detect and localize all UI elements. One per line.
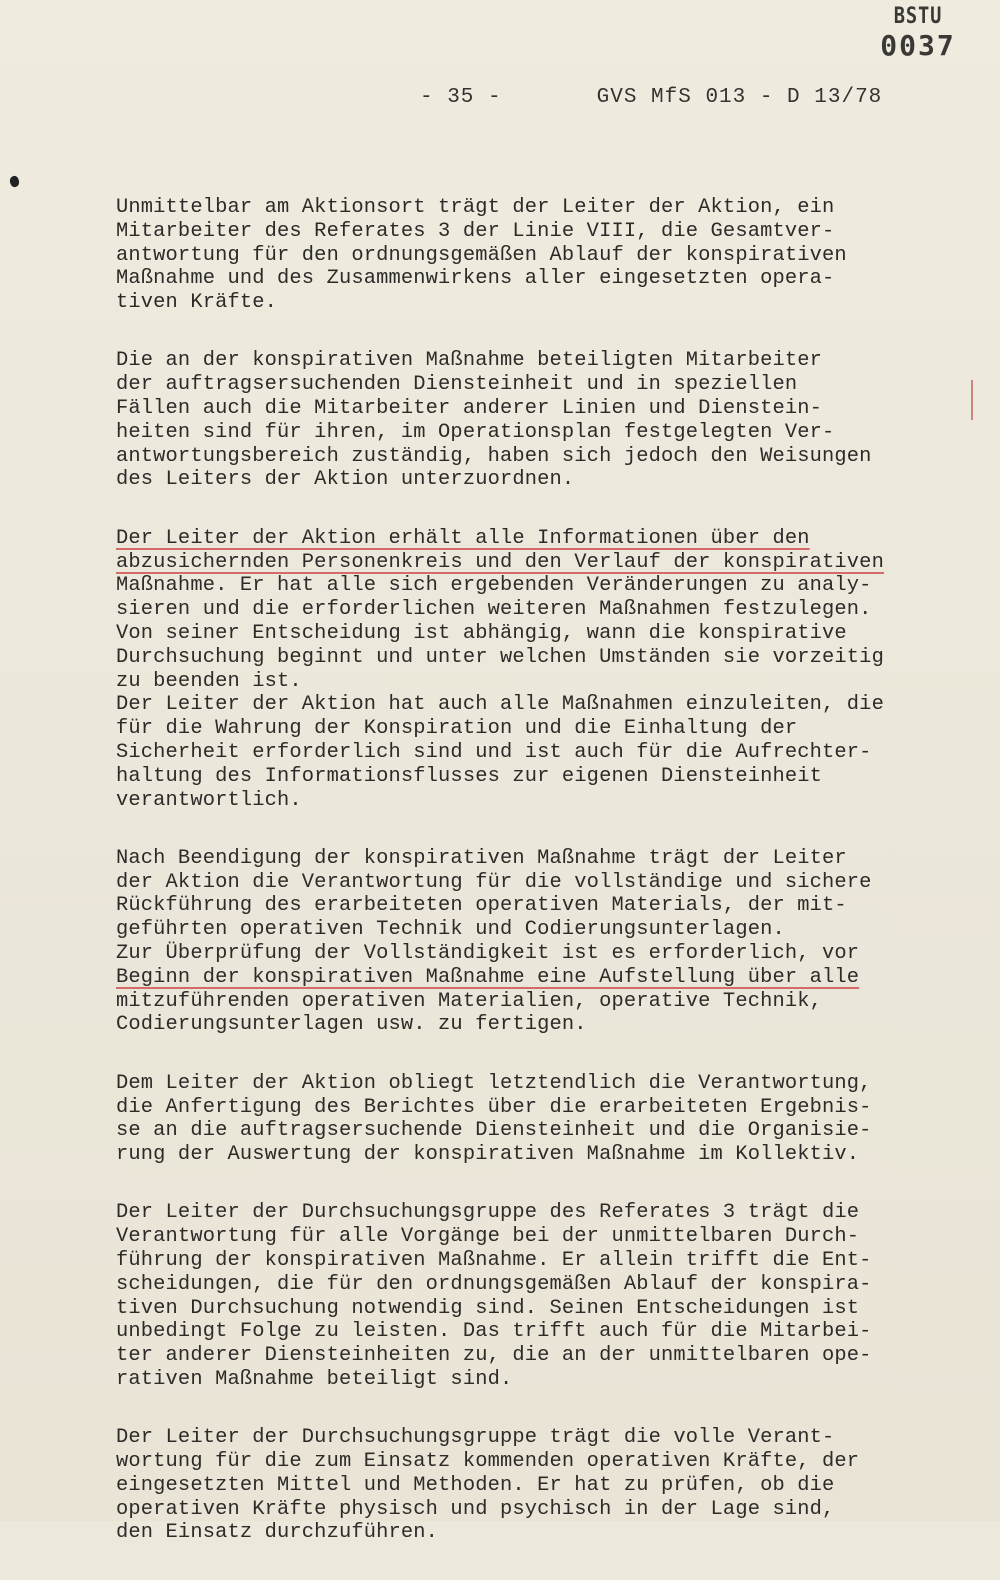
text-line: Verantwortung für alle Vorgänge bei der unmittelbaren Durch- [116, 1225, 860, 1249]
text-line: Durchsuchung beginnt und unter welchen Umständen sie vorzeitig [116, 645, 884, 669]
text-line: der Aktion die Verantwortung für die vollständige und sichere [116, 870, 872, 894]
text-line: se an die auftragsersuchende Diensteinheit und die Organisie- [116, 1119, 872, 1143]
text-line: antwortungsbereich zuständig, haben sich jedoch den Weisungen [116, 444, 872, 468]
text-line: ter anderer Diensteinheiten zu, die an der unmittelbaren ope- [116, 1344, 872, 1368]
text-line: Zur Überprüfung der Vollständigkeit ist es erforderlich, vor [116, 942, 860, 966]
text-line: Maßnahme. Er hat alle sich ergebenden Veränderungen zu analy- [116, 574, 872, 598]
text-line: Der Leiter der Durchsuchungsgruppe des Referates 3 trägt die [116, 1201, 860, 1225]
text-line: eingesetzten Mittel und Methoden. Er hat zu prüfen, ob die [116, 1473, 835, 1497]
text-line: wortung für die zum Einsatz kommenden operativen Kräfte, der [116, 1450, 860, 1474]
stamp-label: BSTU [893, 4, 943, 29]
text-line: operativen Kräfte physisch und psychisch in der Lage sind, [116, 1497, 835, 1521]
page-header [420, 86, 882, 109]
text-line: rung der Auswertung der konspirativen Maßnahme im Kollektiv. [116, 1143, 860, 1167]
text-line: Der Leiter der Durchsuchungsgruppe trägt die volle Verant- [116, 1426, 835, 1450]
stamp-number: 0037 [880, 29, 956, 62]
text-line: unbedingt Folge zu leisten. Das trifft auch für die Mitarbei- [116, 1320, 872, 1344]
text-line: für die Wahrung der Konspiration und die Einhaltung der [116, 717, 798, 741]
text-line: den Einsatz durchzuführen. [116, 1521, 439, 1545]
text-line: die Anfertigung des Berichtes über die erarbeiteten Ergebnis- [116, 1095, 872, 1119]
text-line: heiten sind für ihren, im Operationsplan festgelegten Ver- [116, 420, 835, 444]
paragraph-3 [116, 527, 976, 694]
text-line: Unmittelbar am Aktionsort trägt der Leiter der Aktion, ein [116, 196, 835, 219]
text-line: Der Leiter der Aktion hat auch alle Maßnahmen einzuleiten, die [116, 693, 884, 717]
text-line: Dem Leiter der Aktion obliegt letztendlich die Verantwortung, [116, 1071, 872, 1095]
text-line: tiven Kräfte. [116, 291, 278, 315]
document-reference: GVS MfS 013 - D 13/78 [596, 86, 883, 109]
paragraph-9 [116, 1426, 976, 1545]
text-line: Codierungsunterlagen usw. zu fertigen. [116, 1013, 587, 1037]
text-line: Maßnahme und des Zusammenwirkens aller eingesetzten opera- [116, 267, 835, 291]
text-line: der auftragsersuchenden Diensteinheit und in speziellen [116, 373, 798, 397]
text-line: zu beenden ist. [116, 669, 302, 693]
underlined-text-line: abzusichernden Personenkreis und den Verlauf der konspirativen [116, 550, 884, 574]
paragraph-2 [116, 349, 976, 492]
text-line: scheidungen, die für den ordnungsgemäßen Ablauf der konspira- [116, 1272, 872, 1296]
text-line: Von seiner Entscheidung ist abhängig, wann die konspirative [116, 621, 847, 645]
text-line: tiven Durchsuchung notwendig sind. Seinen Entscheidungen ist [116, 1296, 860, 1320]
text-line: mitzuführenden operativen Materialien, operative Technik, [116, 989, 823, 1013]
text-line: Mitarbeiter des Referates 3 der Linie VIII, die Gesamtver- [116, 219, 835, 243]
text-line: Sicherheit erforderlich sind und ist auch für die Aufrechter- [116, 740, 872, 764]
paragraph-1 [116, 196, 976, 315]
text-line: haltung des Informationsflusses zur eigenen Diensteinheit [116, 764, 823, 788]
paragraph-5 [116, 847, 976, 942]
paragraph-4 [116, 693, 976, 812]
text-line: Fällen auch die Mitarbeiter anderer Linien und Dienstein- [116, 397, 823, 421]
text-line: sieren und die erforderlichen weiteren Maßnahmen festzulegen. [116, 598, 872, 622]
text-line: Nach Beendigung der konspirativen Maßnahme trägt der Leiter [116, 846, 847, 870]
paragraph-8 [116, 1201, 976, 1391]
paragraph-6 [116, 942, 976, 1037]
document-body [116, 196, 976, 1580]
text-line: Rückführung des erarbeiteten operativen Materials, der mit- [116, 894, 847, 918]
text-line: des Leiters der Aktion unterzuordnen. [116, 468, 575, 492]
text-line: geführten operativen Technik und Codierungsunterlagen. [116, 918, 785, 942]
archive-stamp [878, 6, 958, 60]
paragraph-7 [116, 1072, 976, 1167]
underlined-text-line: Beginn der konspirativen Maßnahme eine Aufstellung über alle [116, 965, 860, 989]
underlined-text-line: Der Leiter der Aktion erhält alle Informationen über den [116, 526, 810, 550]
text-line: Die an der konspirativen Maßnahme beteiligten Mitarbeiter [116, 349, 823, 373]
text-line: verantwortlich. [116, 788, 302, 812]
text-line: antwortung für den ordnungsgemäßen Ablauf der konspirativen [116, 243, 847, 267]
ink-dot [8, 175, 20, 188]
text-line: rativen Maßnahme beteiligt sind. [116, 1367, 513, 1391]
text-line: führung der konspirativen Maßnahme. Er allein trifft die Ent- [116, 1248, 872, 1272]
page-number: - 35 - [420, 86, 502, 109]
